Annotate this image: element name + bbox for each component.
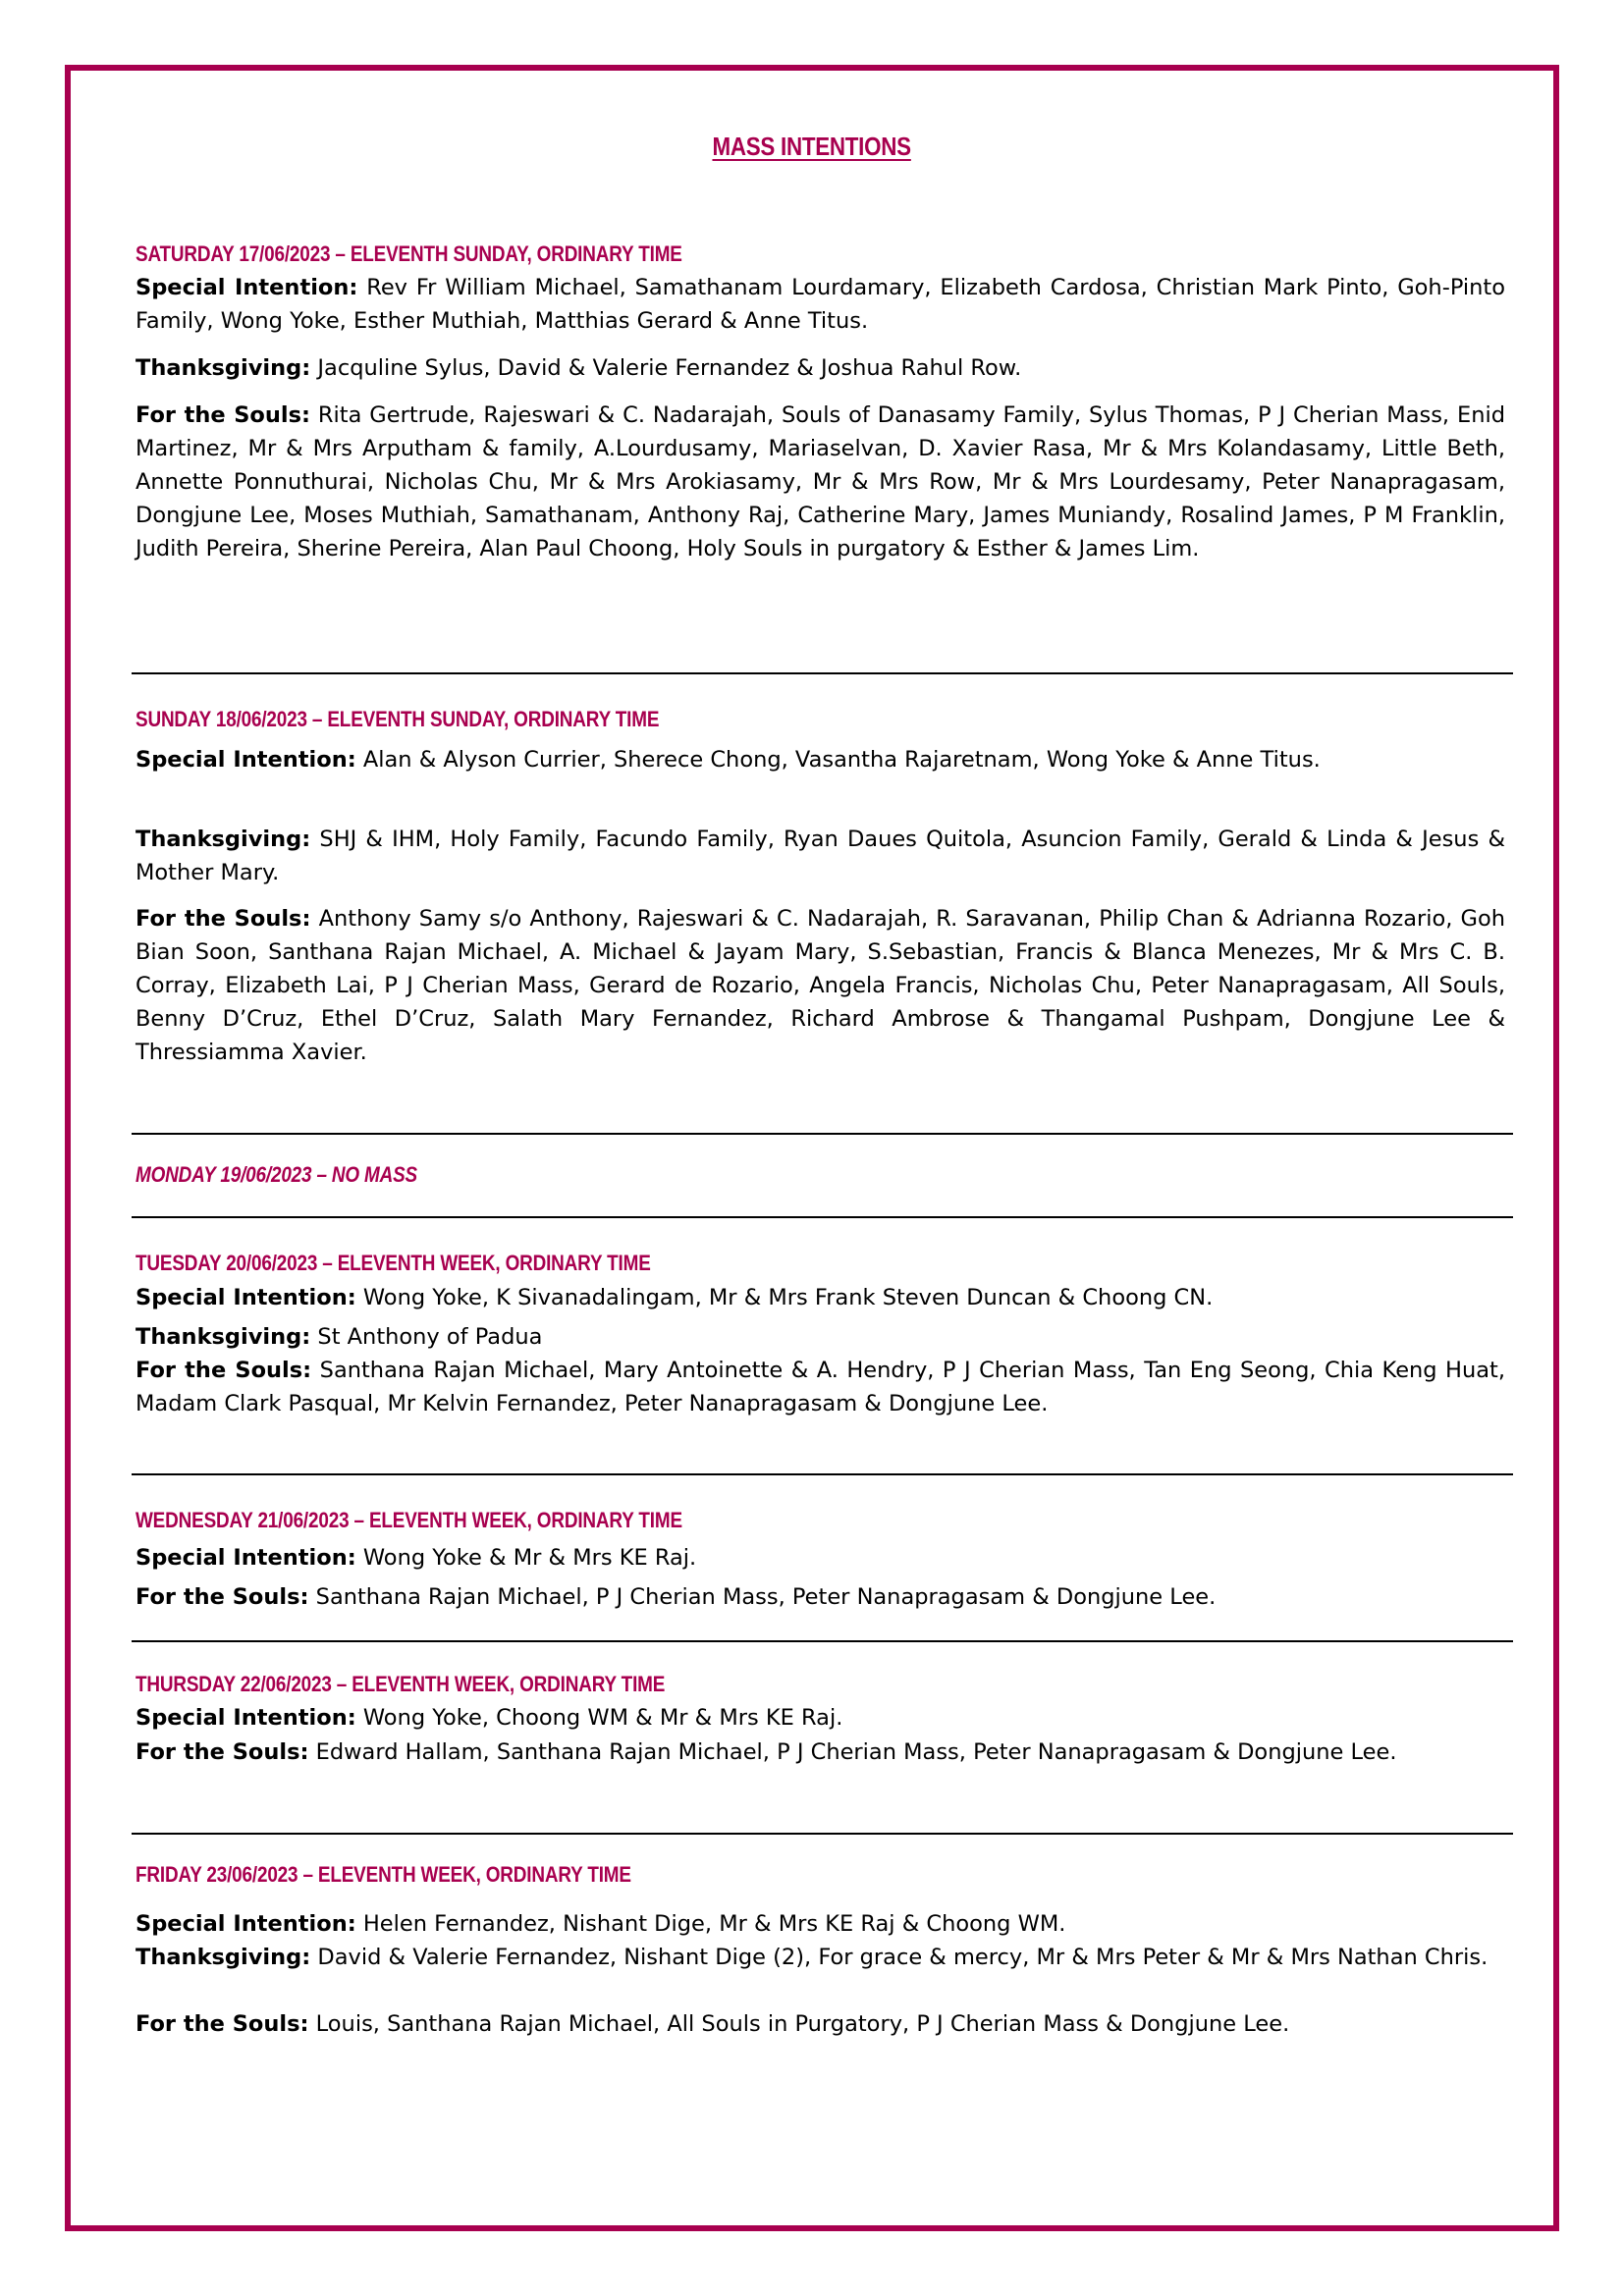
thanksgiving-label: Thanksgiving: [135,1945,311,1970]
special-intention-saturday [135,271,1505,338]
special-intention-label: Special Intention: [135,1545,356,1571]
special-intention-text: Helen Fernandez, Nishant Dige, Mr & Mrs KE Raj & Choong WM. [362,1911,1066,1937]
day-heading-thursday: THURSDAY 22/06/2023 – ELEVENTH WEEK, ORDINARY TIME [135,1672,666,1696]
thanksgiving-sunday [135,823,1505,889]
souls-sunday [135,902,1505,1069]
thanksgiving-text: St Anthony of Padua [317,1324,543,1350]
thanksgiving-saturday [135,351,1505,385]
section-divider [132,1640,1513,1642]
thanksgiving-friday [135,1941,1505,1974]
souls-text: Santhana Rajan Michael, Mary Antoinette & A. Hendry, P J Cherian Mass, Tan Eng Seong, Chia Keng Huat, Madam Clark Pasqual, Mr Kelvin Fernandez, Peter Nanapragasam & Dongjune Lee. [135,1358,1506,1416]
section-divider [132,1133,1513,1135]
thanksgiving-tuesday [135,1320,1505,1354]
thanksgiving-label: Thanksgiving: [135,827,311,852]
souls-label: For the Souls: [135,1584,309,1610]
souls-friday [135,2007,1505,2041]
special-intention-label: Special Intention: [135,1911,356,1937]
special-intention-text: Wong Yoke, K Sivanadalingam, Mr & Mrs Frank Steven Duncan & Choong CN. [362,1285,1214,1310]
souls-text: Rita Gertrude, Rajeswari & C. Nadarajah, Souls of Danasamy Family, Sylus Thomas, P J Cherian Mass, Enid Martinez, Mr & Mrs Arputham & family, A.Lourdusamy, Mariaselvan, D. Xavier Rasa, Mr & Mrs Kolandasamy, Little Beth, Annette Ponnuthurai, Nicholas Chu, Mr & Mrs Arokiasamy, Mr & Mrs Row, Mr & Mrs Lourdesamy, Peter Nanapragasam, Dongjune Lee, Moses Muthiah, Samathanam, Anthony Raj, Catherine Mary, James Muniandy, Rosalind James, P M Franklin, Judith Pereira, Sherine Pereira, Alan Paul Choong, Holy Souls in purgatory & Esther & James Lim. [135,402,1505,561]
souls-text: Edward Hallam, Santhana Rajan Michael, P J Cherian Mass, Peter Nanapragasam & Dongjune Lee. [315,1739,1397,1765]
souls-label: For the Souls: [135,1358,312,1383]
thanksgiving-text: David & Valerie Fernandez, Nishant Dige (2), For grace & mercy, Mr & Mrs Peter & Mr & Mrs Nathan Chris. [317,1945,1489,1970]
section-divider [132,1473,1513,1475]
souls-thursday [135,1735,1505,1769]
souls-label: For the Souls: [135,1739,309,1765]
special-intention-label: Special Intention: [135,1705,356,1731]
page-border [65,65,1559,2231]
souls-tuesday [135,1354,1505,1420]
section-divider [132,1216,1513,1218]
thanksgiving-label: Thanksgiving: [135,355,311,381]
special-intention-label: Special Intention: [135,275,358,300]
day-heading-saturday: SATURDAY 17/06/2023 – ELEVENTH SUNDAY, ORDINARY TIME [135,241,682,266]
thanksgiving-label: Thanksgiving: [135,1324,311,1350]
day-heading-friday: FRIDAY 23/06/2023 – ELEVENTH WEEK, ORDINARY TIME [135,1862,631,1887]
page-title-text: MASS INTENTIONS [712,132,912,161]
souls-text: Santhana Rajan Michael, P J Cherian Mass, Peter Nanapragasam & Dongjune Lee. [315,1584,1217,1610]
section-divider [132,672,1513,674]
special-intention-label: Special Intention: [135,1285,356,1310]
page-title [0,132,1624,161]
souls-text: Louis, Santhana Rajan Michael, All Souls in Purgatory, P J Cherian Mass & Dongjune Lee. [315,2011,1290,2037]
thanksgiving-text: Jacquline Sylus, David & Valerie Fernandez & Joshua Rahul Row. [317,355,1022,381]
souls-text: Anthony Samy s/o Anthony, Rajeswari & C. Nadarajah, R. Saravanan, Philip Chan & Adrianna Rozario, Goh Bian Soon, Santhana Rajan Michael, A. Michael & Jayam Mary, S.Sebastian, Francis & Blanca Menezes, Mr & Mrs C. B. Corray, Elizabeth Lai, P J Cherian Mass, Gerard de Rozario, Angela Francis, Nicholas Chu, Peter Nanapragasam, All Souls, Benny D’Cruz, Ethel D’Cruz, Salath Mary Fernandez, Richard Ambrose & Thangamal Pushpam, Dongjune Lee & Thressiamma Xavier. [135,906,1506,1065]
souls-label: For the Souls: [135,906,311,932]
day-heading-sunday: SUNDAY 18/06/2023 – ELEVENTH SUNDAY, ORDINARY TIME [135,707,660,731]
special-intention-text: Wong Yoke & Mr & Mrs KE Raj. [362,1545,697,1571]
special-intention-wednesday [135,1541,1505,1575]
souls-saturday [135,399,1505,565]
souls-label: For the Souls: [135,402,310,428]
day-heading-tuesday: TUESDAY 20/06/2023 – ELEVENTH WEEK, ORDINARY TIME [135,1251,651,1275]
souls-wednesday [135,1580,1505,1614]
day-heading-monday: MONDAY 19/06/2023 – NO MASS [135,1162,417,1187]
special-intention-text: Rev Fr William Michael, Samathanam Lourdamary, Elizabeth Cardosa, Christian Mark Pinto, Goh-Pinto Family, Wong Yoke, Esther Muthiah, Matthias Gerard & Anne Titus. [135,275,1505,334]
special-intention-thursday [135,1701,1505,1735]
special-intention-label: Special Intention: [135,747,356,773]
special-intention-text: Wong Yoke, Choong WM & Mr & Mrs KE Raj. [362,1705,843,1731]
thanksgiving-text: SHJ & IHM, Holy Family, Facundo Family, Ryan Daues Quitola, Asuncion Family, Gerald & Linda & Jesus & Mother Mary. [135,827,1506,885]
special-intention-sunday [135,743,1505,776]
souls-label: For the Souls: [135,2011,309,2037]
special-intention-friday [135,1907,1505,1941]
special-intention-text: Alan & Alyson Currier, Sherece Chong, Vasantha Rajaretnam, Wong Yoke & Anne Titus. [362,747,1321,773]
day-heading-wednesday: WEDNESDAY 21/06/2023 – ELEVENTH WEEK, ORDINARY TIME [135,1508,682,1532]
special-intention-tuesday [135,1281,1505,1314]
section-divider [132,1833,1513,1835]
